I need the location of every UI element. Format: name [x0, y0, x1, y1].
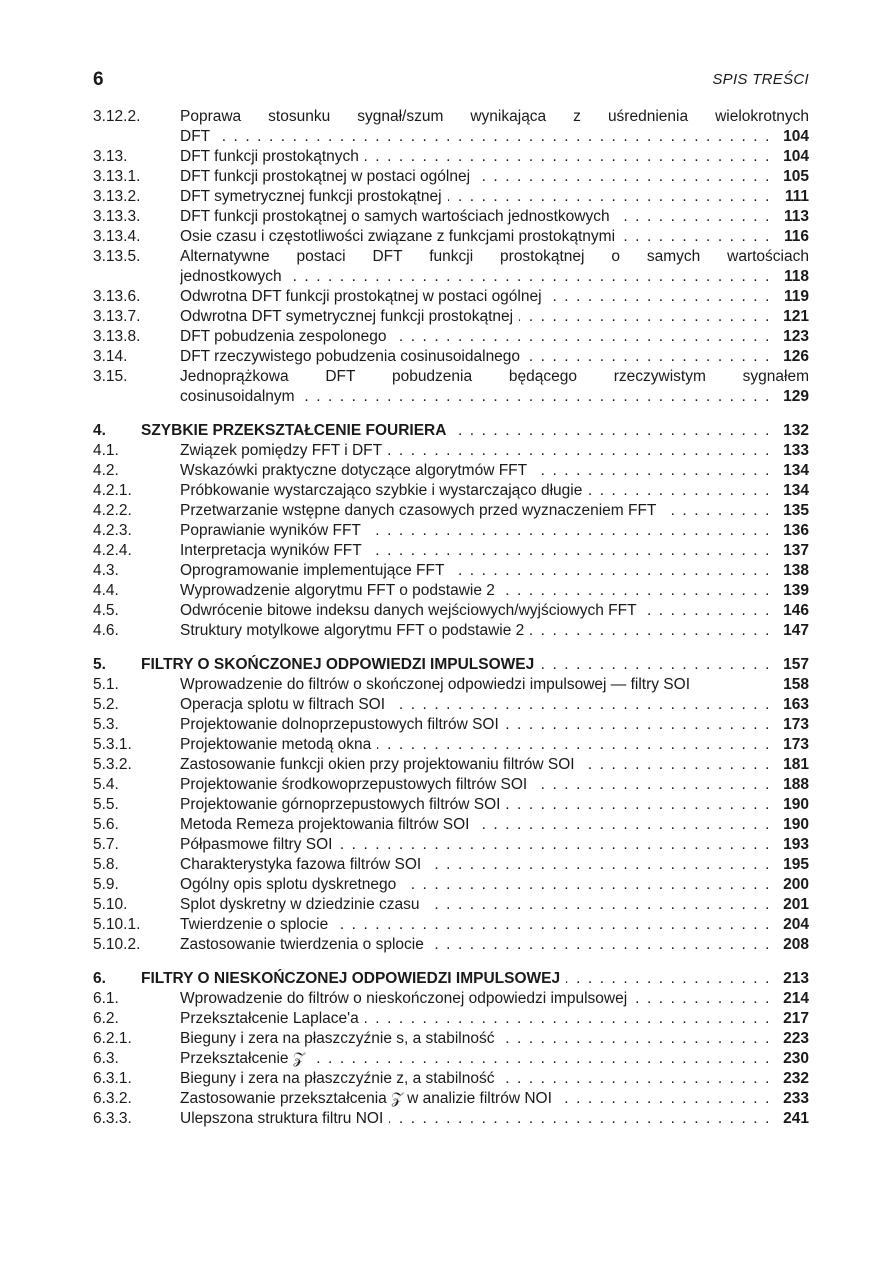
toc-entry-number: 3.13.6.: [93, 288, 141, 305]
toc-entry: [0, 327, 893, 347]
toc-entry-body: [180, 815, 809, 835]
toc-entry-number: 6.1.: [93, 990, 119, 1007]
toc-entry-body: [180, 755, 809, 775]
toc-entry-title: SZYBKIE PRZEKSZTAŁCENIE FOURIERA: [141, 422, 452, 439]
toc-entry: [0, 287, 893, 307]
toc-entry-title: Ulepszona struktura filtru NOI: [180, 1110, 389, 1127]
toc-entry-title: Wprowadzenie do filtrów o skończonej odpowiedzi impulsowej — filtry SOI: [180, 676, 696, 693]
toc-entry-number: 5.5.: [93, 796, 119, 813]
toc-entry: [0, 875, 893, 895]
toc-entry-leader: [180, 347, 771, 367]
toc-entry-leader: [180, 1029, 771, 1049]
toc-entry-title: Osie czasu i częstotliwości związane z funkcjami prostokątnymi: [180, 228, 621, 245]
toc-entry-page: 111: [784, 188, 809, 205]
toc-entry-page: 200: [783, 876, 809, 893]
toc-entry-page: 233: [783, 1090, 809, 1107]
toc-entry: [0, 695, 893, 715]
toc-entry-number: 3.13.4.: [93, 228, 141, 245]
toc-entry-number: 4.1.: [93, 442, 119, 459]
toc-entry-page: 139: [783, 582, 809, 599]
toc-entry-leader: [180, 581, 771, 601]
toc-entry-number: 5.10.1.: [93, 916, 141, 933]
toc-entry: [0, 107, 893, 127]
toc-entry-body: [180, 307, 809, 327]
toc-entry-number: 4.2.3.: [93, 522, 132, 539]
toc-entry-page: 217: [783, 1010, 809, 1027]
toc-entry-page: 136: [783, 522, 809, 539]
toc-entry-body: [180, 267, 809, 287]
toc-entry-number: 3.13.7.: [93, 308, 141, 325]
toc-entry-leader: [180, 695, 771, 715]
toc-entry: [0, 521, 893, 541]
toc-entry-number: 6.3.: [93, 1050, 119, 1067]
toc-entry-leader: [180, 715, 771, 735]
toc-entry-page: 173: [783, 736, 809, 753]
toc-entry-leader: [180, 835, 771, 855]
toc-entry-title: Bieguny i zera na płaszczyźnie z, a stabilność: [180, 1070, 500, 1087]
toc-entry-number: 5.9.: [93, 876, 119, 893]
toc-entry-page: 146: [783, 602, 809, 619]
toc-entry-body: [180, 621, 809, 641]
toc-entry-body: [180, 387, 809, 407]
toc-entry-title: Odwrócenie bitowe indeksu danych wejściowych/wyjściowych FFT: [180, 602, 643, 619]
toc-entry-number: 5.1.: [93, 676, 119, 693]
toc-chapter: [0, 969, 893, 989]
toc-entry-title: Interpretacja wyników FFT: [180, 542, 368, 559]
toc-entry: [0, 1109, 893, 1129]
toc-entry-number: 5.6.: [93, 816, 119, 833]
toc-entry-title: Metoda Remeza projektowania filtrów SOI: [180, 816, 475, 833]
toc-entry: [0, 815, 893, 835]
toc-entry-title: Twierdzenie o splocie: [180, 916, 334, 933]
toc-entry-leader: [180, 387, 771, 407]
toc-entry-page: 126: [783, 348, 809, 365]
toc-entry-page: 135: [783, 502, 809, 519]
toc-entry-body: [180, 1069, 809, 1089]
toc-entry-body: [180, 795, 809, 815]
toc-entry-leader: [180, 989, 771, 1009]
toc-entry-page: 230: [783, 1050, 809, 1067]
toc-entry-body: [180, 461, 809, 481]
toc-entry: [0, 481, 893, 501]
toc-entry-leader: [180, 1009, 771, 1029]
toc-entry-page: 113: [783, 208, 809, 225]
toc-entry: [0, 675, 893, 695]
toc-entry-leader: [180, 935, 771, 955]
toc-entry-leader: [180, 675, 771, 695]
toc-entry-page: 134: [783, 482, 809, 499]
toc-entry-page: 137: [783, 542, 809, 559]
toc-entry-number: [93, 267, 178, 287]
toc-entry-title: Charakterystyka fazowa filtrów SOI: [180, 856, 427, 873]
toc-entry-page: 204: [783, 916, 809, 933]
toc-entry-body: [180, 247, 809, 267]
toc-entry-body: [180, 561, 809, 581]
toc-entry: [0, 207, 893, 227]
toc-entry-body: [180, 187, 809, 207]
toc-entry-number: 5.10.2.: [93, 936, 141, 953]
toc-entry-number: 6.: [93, 970, 106, 987]
toc-entry: [0, 541, 893, 561]
toc-entry: [0, 1049, 893, 1069]
toc-entry: [0, 247, 893, 267]
toc-entry-number: 4.2.4.: [93, 542, 132, 559]
toc-entry-leader: [180, 207, 771, 227]
toc-entry-body: [180, 1049, 809, 1069]
toc-entry-title: Projektowanie środkowoprzepustowych filtrów SOI: [180, 776, 533, 793]
toc-entry-body: [180, 1029, 809, 1049]
toc-entry-page: 201: [783, 896, 809, 913]
toc-entry-number: 3.13.8.: [93, 328, 141, 345]
toc-entry-page: 116: [783, 228, 809, 245]
toc-entry-leader: [180, 755, 771, 775]
toc-entry-title: Próbkowanie wystarczająco szybkie i wystarczająco długie: [180, 482, 588, 499]
toc-entry-leader: [180, 775, 771, 795]
toc-entry-number: 4.: [93, 422, 106, 439]
toc-entry: [0, 895, 893, 915]
toc-entry-leader: [180, 481, 771, 501]
toc-entry-page: 193: [783, 836, 809, 853]
toc-entry: [0, 501, 893, 521]
toc-entry-body: [180, 989, 809, 1009]
toc-entry-leader: [141, 655, 771, 675]
toc-entry-title: Oprogramowanie implementujące FFT: [180, 562, 450, 579]
toc-entry-title: Jednoprążkowa DFT pobudzenia będącego rzeczywistym sygnałem: [180, 368, 809, 385]
toc-entry-body: [180, 601, 809, 621]
toc-entry-leader: [180, 167, 771, 187]
toc-entry-title: Zastosowanie przekształcenia 𝒵 w analizie filtrów NOI: [180, 1090, 558, 1107]
toc-entry-page: 147: [783, 622, 809, 639]
toc-entry-page: 133: [783, 442, 809, 459]
toc-entry: [0, 461, 893, 481]
toc-entry-page: 105: [783, 168, 809, 185]
toc-entry-body: [180, 1109, 809, 1129]
toc-entry-page: 104: [783, 128, 809, 145]
toc-entry-title: Projektowanie dolnoprzepustowych filtrów SOI: [180, 716, 505, 733]
toc-entry-title: DFT funkcji prostokątnych: [180, 148, 365, 165]
toc-entry: [0, 307, 893, 327]
toc-entry-page: 129: [783, 388, 809, 405]
toc-entry-leader: [180, 127, 771, 147]
toc-entry-page: 163: [783, 696, 809, 713]
toc-entry-leader: [180, 147, 771, 167]
toc-entry-page: 118: [783, 268, 809, 285]
toc-entry-page: 195: [783, 856, 809, 873]
toc-entry-number: 5.2.: [93, 696, 119, 713]
toc-entry-title: Splot dyskretny w dziedzinie czasu: [180, 896, 426, 913]
toc-entry: [0, 621, 893, 641]
toc-entry-number: 5.10.: [93, 896, 128, 913]
toc-entry: [0, 855, 893, 875]
toc-entry-number: 3.13.1.: [93, 168, 141, 185]
toc-entry: [0, 735, 893, 755]
toc-entry-leader: [180, 501, 771, 521]
toc-entry-page: 104: [783, 148, 809, 165]
toc-entry-number: 6.3.2.: [93, 1090, 132, 1107]
toc-entry-title: Ogólny opis splotu dyskretnego: [180, 876, 402, 893]
toc-entry-leader: [180, 621, 771, 641]
toc-entry-number: 4.3.: [93, 562, 119, 579]
toc-entry-leader: [180, 875, 771, 895]
toc-entry: [0, 227, 893, 247]
toc-entry-body: [180, 715, 809, 735]
toc-entry-title: DFT symetrycznej funkcji prostokątnej: [180, 188, 448, 205]
toc-entry-page: 232: [783, 1070, 809, 1087]
toc-chapter: [0, 421, 893, 441]
toc-entry-body: [180, 541, 809, 561]
toc-entry-body: [180, 895, 809, 915]
toc-entry-leader: [180, 307, 771, 327]
toc-entry-title: Odwrotna DFT funkcji prostokątnej w postaci ogólnej: [180, 288, 548, 305]
toc-entry: [0, 167, 893, 187]
toc-entry-number: 4.2.2.: [93, 502, 132, 519]
toc-entry: [0, 1009, 893, 1029]
toc-entry-leader: [141, 969, 771, 989]
toc-entry-body: [180, 581, 809, 601]
toc-entry-body: [180, 167, 809, 187]
toc-entry-body: [180, 775, 809, 795]
toc-entry-number: 3.15.: [93, 368, 128, 385]
toc-entry-leader: [180, 541, 771, 561]
toc-entry-title: Wprowadzenie do filtrów o nieskończonej odpowiedzi impulsowej: [180, 990, 633, 1007]
toc-entry: [0, 989, 893, 1009]
toc-entry-leader: [180, 915, 771, 935]
toc-entry-title: Przekształcenie 𝒵: [180, 1050, 311, 1067]
toc-entry-body: [180, 935, 809, 955]
toc-entry-page: 190: [783, 816, 809, 833]
toc-entry-body: [180, 695, 809, 715]
toc-entry-title: Struktury motylkowe algorytmu FFT o podstawie 2: [180, 622, 530, 639]
toc-entry: [0, 267, 893, 287]
toc-entry-leader: [180, 795, 771, 815]
toc-entry-page: 134: [783, 462, 809, 479]
toc-entry-number: 5.8.: [93, 856, 119, 873]
toc-entry-number: 3.13.2.: [93, 188, 141, 205]
toc-entry-page: 173: [783, 716, 809, 733]
toc-entry-leader: [180, 895, 771, 915]
toc-entry: [0, 715, 893, 735]
toc-entry-title: Alternatywne postaci DFT funkcji prostokątnej o samych wartościach: [180, 248, 809, 265]
toc-entry-title: Związek pomiędzy FFT i DFT: [180, 442, 388, 459]
toc-entry-leader: [180, 601, 771, 621]
toc-entry-number: 3.13.5.: [93, 248, 141, 265]
toc-entry-leader: [180, 287, 771, 307]
toc-entry: [0, 775, 893, 795]
toc-entry: [0, 601, 893, 621]
toc-entry-number: 5.: [93, 656, 106, 673]
toc-entry: [0, 755, 893, 775]
toc-entry-leader: [180, 187, 771, 207]
toc-entry-body: [180, 367, 809, 387]
toc-entry-leader: [180, 1089, 771, 1109]
toc-entry-number: [93, 387, 178, 407]
toc-entry: [0, 1089, 893, 1109]
toc-entry-number: 5.3.: [93, 716, 119, 733]
toc-entry-title: cosinusoidalnym: [180, 388, 301, 405]
toc-entry-page: 119: [783, 288, 809, 305]
table-of-contents: [0, 107, 893, 1129]
toc-entry-page: 188: [783, 776, 809, 793]
toc-entry-leader: [180, 815, 771, 835]
toc-entry-page: 121: [783, 308, 809, 325]
toc-entry-body: [180, 855, 809, 875]
toc-entry: [0, 935, 893, 955]
toc-entry-title: jednostkowych: [180, 268, 288, 285]
toc-entry-number: 3.12.2.: [93, 108, 141, 125]
toc-entry-title: Przetwarzanie wstępne danych czasowych przed wyznaczeniem FFT: [180, 502, 662, 519]
toc-entry-title: Poprawa stosunku sygnał/szum wynikająca z uśrednienia wielokrotnych: [180, 108, 809, 125]
toc-entry-leader: [180, 1049, 771, 1069]
toc-entry: [0, 915, 893, 935]
toc-entry-title: DFT funkcji prostokątnej w postaci ogólnej: [180, 168, 476, 185]
toc-entry-leader: [180, 227, 771, 247]
toc-entry-number: 3.13.: [93, 148, 128, 165]
toc-entry-leader: [180, 327, 771, 347]
toc-entry-title: Projektowanie górnoprzepustowych filtrów SOI: [180, 796, 506, 813]
toc-entry: [0, 441, 893, 461]
toc-entry: [0, 561, 893, 581]
toc-entry-page: 181: [783, 756, 809, 773]
toc-entry-page: 214: [783, 990, 809, 1007]
toc-entry-body: [180, 1009, 809, 1029]
toc-entry-body: [180, 875, 809, 895]
toc-entry-number: 4.2.1.: [93, 482, 132, 499]
toc-entry-title: Projektowanie metodą okna: [180, 736, 377, 753]
toc-entry-body: [180, 147, 809, 167]
toc-entry-body: [180, 207, 809, 227]
toc-entry-number: 6.3.1.: [93, 1070, 132, 1087]
toc-entry-page: 123: [783, 328, 809, 345]
toc-entry-title: Operacja splotu w filtrach SOI: [180, 696, 391, 713]
toc-entry-page: 138: [783, 562, 809, 579]
toc-entry-body: [180, 675, 809, 695]
toc-entry-leader: [180, 1069, 771, 1089]
toc-entry: [0, 835, 893, 855]
toc-entry: [0, 581, 893, 601]
toc-entry: [0, 1029, 893, 1049]
toc-entry-number: 3.14.: [93, 348, 128, 365]
toc-entry-leader: [180, 561, 771, 581]
toc-entry-page: 213: [783, 970, 809, 987]
toc-entry: [0, 795, 893, 815]
toc-entry-number: 4.6.: [93, 622, 119, 639]
toc-entry-leader: [180, 441, 771, 461]
toc-entry-leader: [180, 735, 771, 755]
toc-entry-body: [141, 655, 809, 675]
toc-entry-number: 6.2.1.: [93, 1030, 132, 1047]
toc-entry-leader: [180, 267, 771, 287]
toc-entry-page: 223: [783, 1030, 809, 1047]
toc-entry-title: Półpasmowe filtry SOI: [180, 836, 338, 853]
toc-entry-page: 190: [783, 796, 809, 813]
toc-entry: [0, 127, 893, 147]
toc-entry: [0, 387, 893, 407]
toc-entry-title: Wyprowadzenie algorytmu FFT o podstawie 2: [180, 582, 501, 599]
toc-entry-number: 5.3.1.: [93, 736, 132, 753]
toc-entry-page: 157: [783, 656, 809, 673]
toc-entry-title: DFT pobudzenia zespolonego: [180, 328, 393, 345]
toc-entry-page: 132: [783, 422, 809, 439]
toc-entry-leader: [180, 855, 771, 875]
toc-entry-body: [180, 327, 809, 347]
toc-entry-title: Przekształcenie Laplace'a: [180, 1010, 365, 1027]
toc-chapter: [0, 655, 893, 675]
toc-entry: [0, 187, 893, 207]
toc-entry-leader: [180, 521, 771, 541]
toc-entry-number: 5.7.: [93, 836, 119, 853]
toc-entry-number: 5.4.: [93, 776, 119, 793]
page-number: 6: [93, 69, 104, 90]
toc-entry-body: [180, 735, 809, 755]
toc-entry-body: [180, 127, 809, 147]
toc-entry-leader: [180, 461, 771, 481]
toc-entry-number: 3.13.3.: [93, 208, 141, 225]
toc-entry-body: [180, 347, 809, 367]
toc-entry-title: Bieguny i zera na płaszczyźnie s, a stabilność: [180, 1030, 500, 1047]
toc-entry: [0, 147, 893, 167]
toc-entry: [0, 1069, 893, 1089]
toc-entry: [0, 367, 893, 387]
toc-entry-title: DFT funkcji prostokątnej o samych wartościach jednostkowych: [180, 208, 616, 225]
toc-entry-body: [180, 521, 809, 541]
toc-entry-body: [141, 421, 809, 441]
toc-entry-number: 5.3.2.: [93, 756, 132, 773]
toc-entry-leader: [180, 1109, 771, 1129]
toc-entry-title: Odwrotna DFT symetrycznej funkcji prostokątnej: [180, 308, 519, 325]
toc-entry-number: 4.2.: [93, 462, 119, 479]
toc-entry-body: [180, 915, 809, 935]
toc-entry-title: FILTRY O NIESKOŃCZONEJ ODPOWIEDZI IMPULSOWEJ: [141, 970, 566, 987]
toc-entry-body: [180, 287, 809, 307]
toc-entry-title: FILTRY O SKOŃCZONEJ ODPOWIEDZI IMPULSOWEJ: [141, 656, 540, 673]
toc-entry-body: [180, 501, 809, 521]
running-head: SPIS TREŚCI: [712, 71, 809, 88]
toc-entry-number: 6.3.3.: [93, 1110, 132, 1127]
toc-entry-body: [180, 1089, 809, 1109]
toc-entry-number: [93, 127, 178, 147]
toc-entry-leader: [141, 421, 771, 441]
toc-entry-title: Zastosowanie funkcji okien przy projektowaniu filtrów SOI: [180, 756, 581, 773]
toc-entry-title: DFT: [180, 128, 216, 145]
toc-entry-number: 4.5.: [93, 602, 119, 619]
toc-entry: [0, 347, 893, 367]
toc-entry-title: DFT rzeczywistego pobudzenia cosinusoidalnego: [180, 348, 526, 365]
toc-entry-page: 208: [783, 936, 809, 953]
toc-entry-body: [180, 441, 809, 461]
toc-entry-number: 6.2.: [93, 1010, 119, 1027]
toc-entry-page: 241: [783, 1110, 809, 1127]
toc-entry-body: [180, 227, 809, 247]
toc-entry-body: [180, 835, 809, 855]
toc-entry-body: [141, 969, 809, 989]
toc-entry-number: 4.4.: [93, 582, 119, 599]
toc-entry-body: [180, 107, 809, 127]
toc-entry-title: Poprawianie wyników FFT: [180, 522, 367, 539]
toc-entry-title: Zastosowanie twierdzenia o splocie: [180, 936, 430, 953]
toc-entry-body: [180, 481, 809, 501]
toc-entry-page: 158: [783, 676, 809, 693]
toc-entry-title: Wskazówki praktyczne dotyczące algorytmów FFT: [180, 462, 533, 479]
